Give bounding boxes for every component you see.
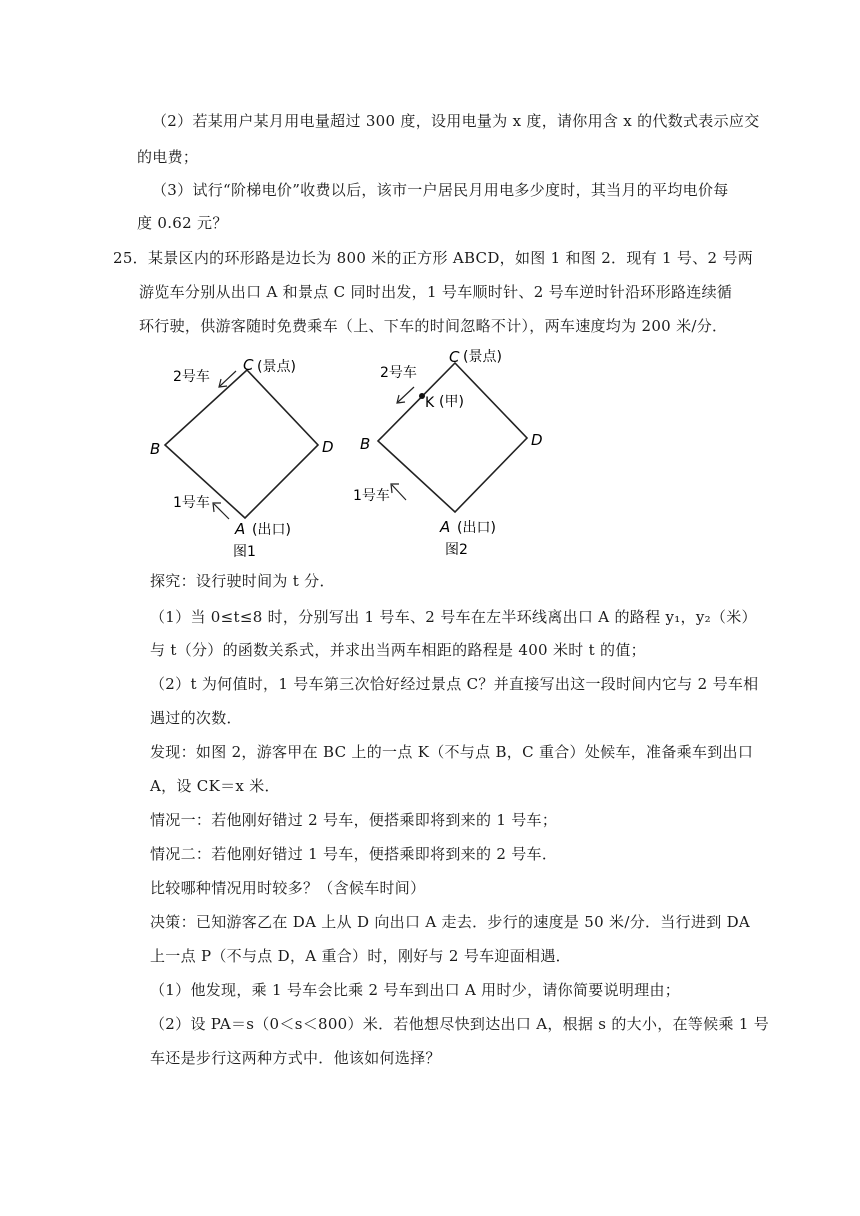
p25-intro-line1: 25．某景区内的环形路是边长为 800 米的正方形 ABCD，如图 1 和图 2．现有 1 号、2 号两	[113, 249, 754, 267]
fig2-car2-arrow-icon	[398, 387, 414, 402]
fig1-caption: 图1	[233, 544, 256, 560]
p25-d2-line2: 车还是步行这两种方式中．他该如何选择？	[150, 1049, 441, 1067]
p24-q2-line2: 的电费；	[137, 148, 199, 166]
fig1-car2-label: 2号车	[173, 369, 210, 385]
fig2-a-note: (出口)	[457, 520, 496, 536]
p24-q3-line1: （3）试行“阶梯电价”收费以后，该市一户居民月用电多少度时，其当月的平均电价每	[152, 181, 729, 199]
figure-2	[353, 348, 543, 558]
p25-e1-line1: （1）当 0≤t≤8 时，分别写出 1 号车、2 号车在左半环线离出口 A 的路程 y₁，y₂（米）	[150, 608, 757, 626]
fig2-k-label: K	[425, 395, 435, 411]
fig1-a-note: (出口)	[252, 522, 291, 538]
fig1-car2-arrow-icon	[220, 371, 236, 386]
p25-d1: （1）他发现，乘 1 号车会比乘 2 号车到出口 A 用时少，请你简要说明理由；	[150, 981, 681, 999]
fig1-vertex-b: B	[150, 440, 161, 458]
p25-decide-line1: 决策：已知游客乙在 DA 上从 D 向出口 A 走去．步行的速度是 50 米/分．当行进到 DA	[150, 913, 751, 931]
p25-e2-line1: （2）t 为何值时，1 号车第三次恰好经过景点 C？并直接写出这一段时间内它与 2 号车相	[150, 675, 759, 693]
fig2-caption: 图2	[445, 542, 468, 558]
fig1-car1-label: 1号车	[173, 495, 210, 511]
fig2-vertex-d: D	[531, 431, 543, 449]
p25-find-line2: A，设 CK＝x 米．	[150, 777, 280, 795]
p25-find-line1: 发现：如图 2，游客甲在 BC 上的一点 K（不与点 B，C 重合）处候车，准备乘车到出口	[150, 743, 754, 761]
fig1-car1-arrow-icon	[214, 504, 229, 519]
fig1-vertex-c: C	[243, 356, 254, 374]
p25-e2-line2: 遇过的次数．	[150, 709, 242, 727]
p25-case2: 情况二：若他刚好错过 1 号车，便搭乘即将到来的 2 号车．	[150, 845, 558, 863]
fig2-k-note: (甲)	[439, 394, 464, 410]
fig2-car1-arrow-icon	[392, 485, 406, 500]
p25-intro-line2: 游览车分别从出口 A 和景点 C 同时出发，1 号车顺时针、2 号车逆时针沿环形路连续循	[139, 283, 733, 301]
fig2-vertex-b: B	[360, 435, 371, 453]
p25-d2-line1: （2）设 PA＝s（0＜s＜800）米．若他想尽快到达出口 A，根据 s 的大小，在等候乘 1 号	[150, 1015, 770, 1033]
p25-decide-line2: 上一点 P（不与点 D，A 重合）时，刚好与 2 号车迎面相遇．	[150, 947, 571, 965]
p24-q2-line1: （2）若某用户某月用电量超过 300 度，设用电量为 x 度，请你用含 x 的代数式表示应交	[152, 112, 760, 130]
p25-case1: 情况一：若他刚好错过 2 号车，便搭乘即将到来的 1 号车；	[150, 811, 558, 829]
fig1-vertex-a: A	[235, 520, 246, 538]
p24-q3-line2: 度 0.62 元？	[137, 214, 228, 232]
p25-e1-line2: 与 t（分）的函数关系式，并求出当两车相距的路程是 400 米时 t 的值；	[150, 641, 646, 659]
fig1-vertex-d: D	[322, 438, 334, 456]
fig2-car1-label: 1号车	[353, 488, 390, 504]
fig2-vertex-c: C	[449, 348, 460, 366]
fig2-square	[378, 363, 527, 512]
p25-compare: 比较哪种情况用时较多？（含候车时间）	[150, 879, 426, 897]
fig2-vertex-a: A	[440, 518, 451, 536]
fig2-car2-label: 2号车	[380, 365, 417, 381]
p25-intro-line3: 环行驶，供游客随时免费乘车（上、下车的时间忽略不计），两车速度均为 200 米/分．	[139, 317, 728, 335]
fig2-c-note: (景点)	[463, 349, 502, 365]
p25-explore: 探究：设行驶时间为 t 分．	[150, 572, 335, 590]
fig1-c-note: (景点)	[257, 359, 296, 375]
figure-1	[150, 356, 334, 560]
